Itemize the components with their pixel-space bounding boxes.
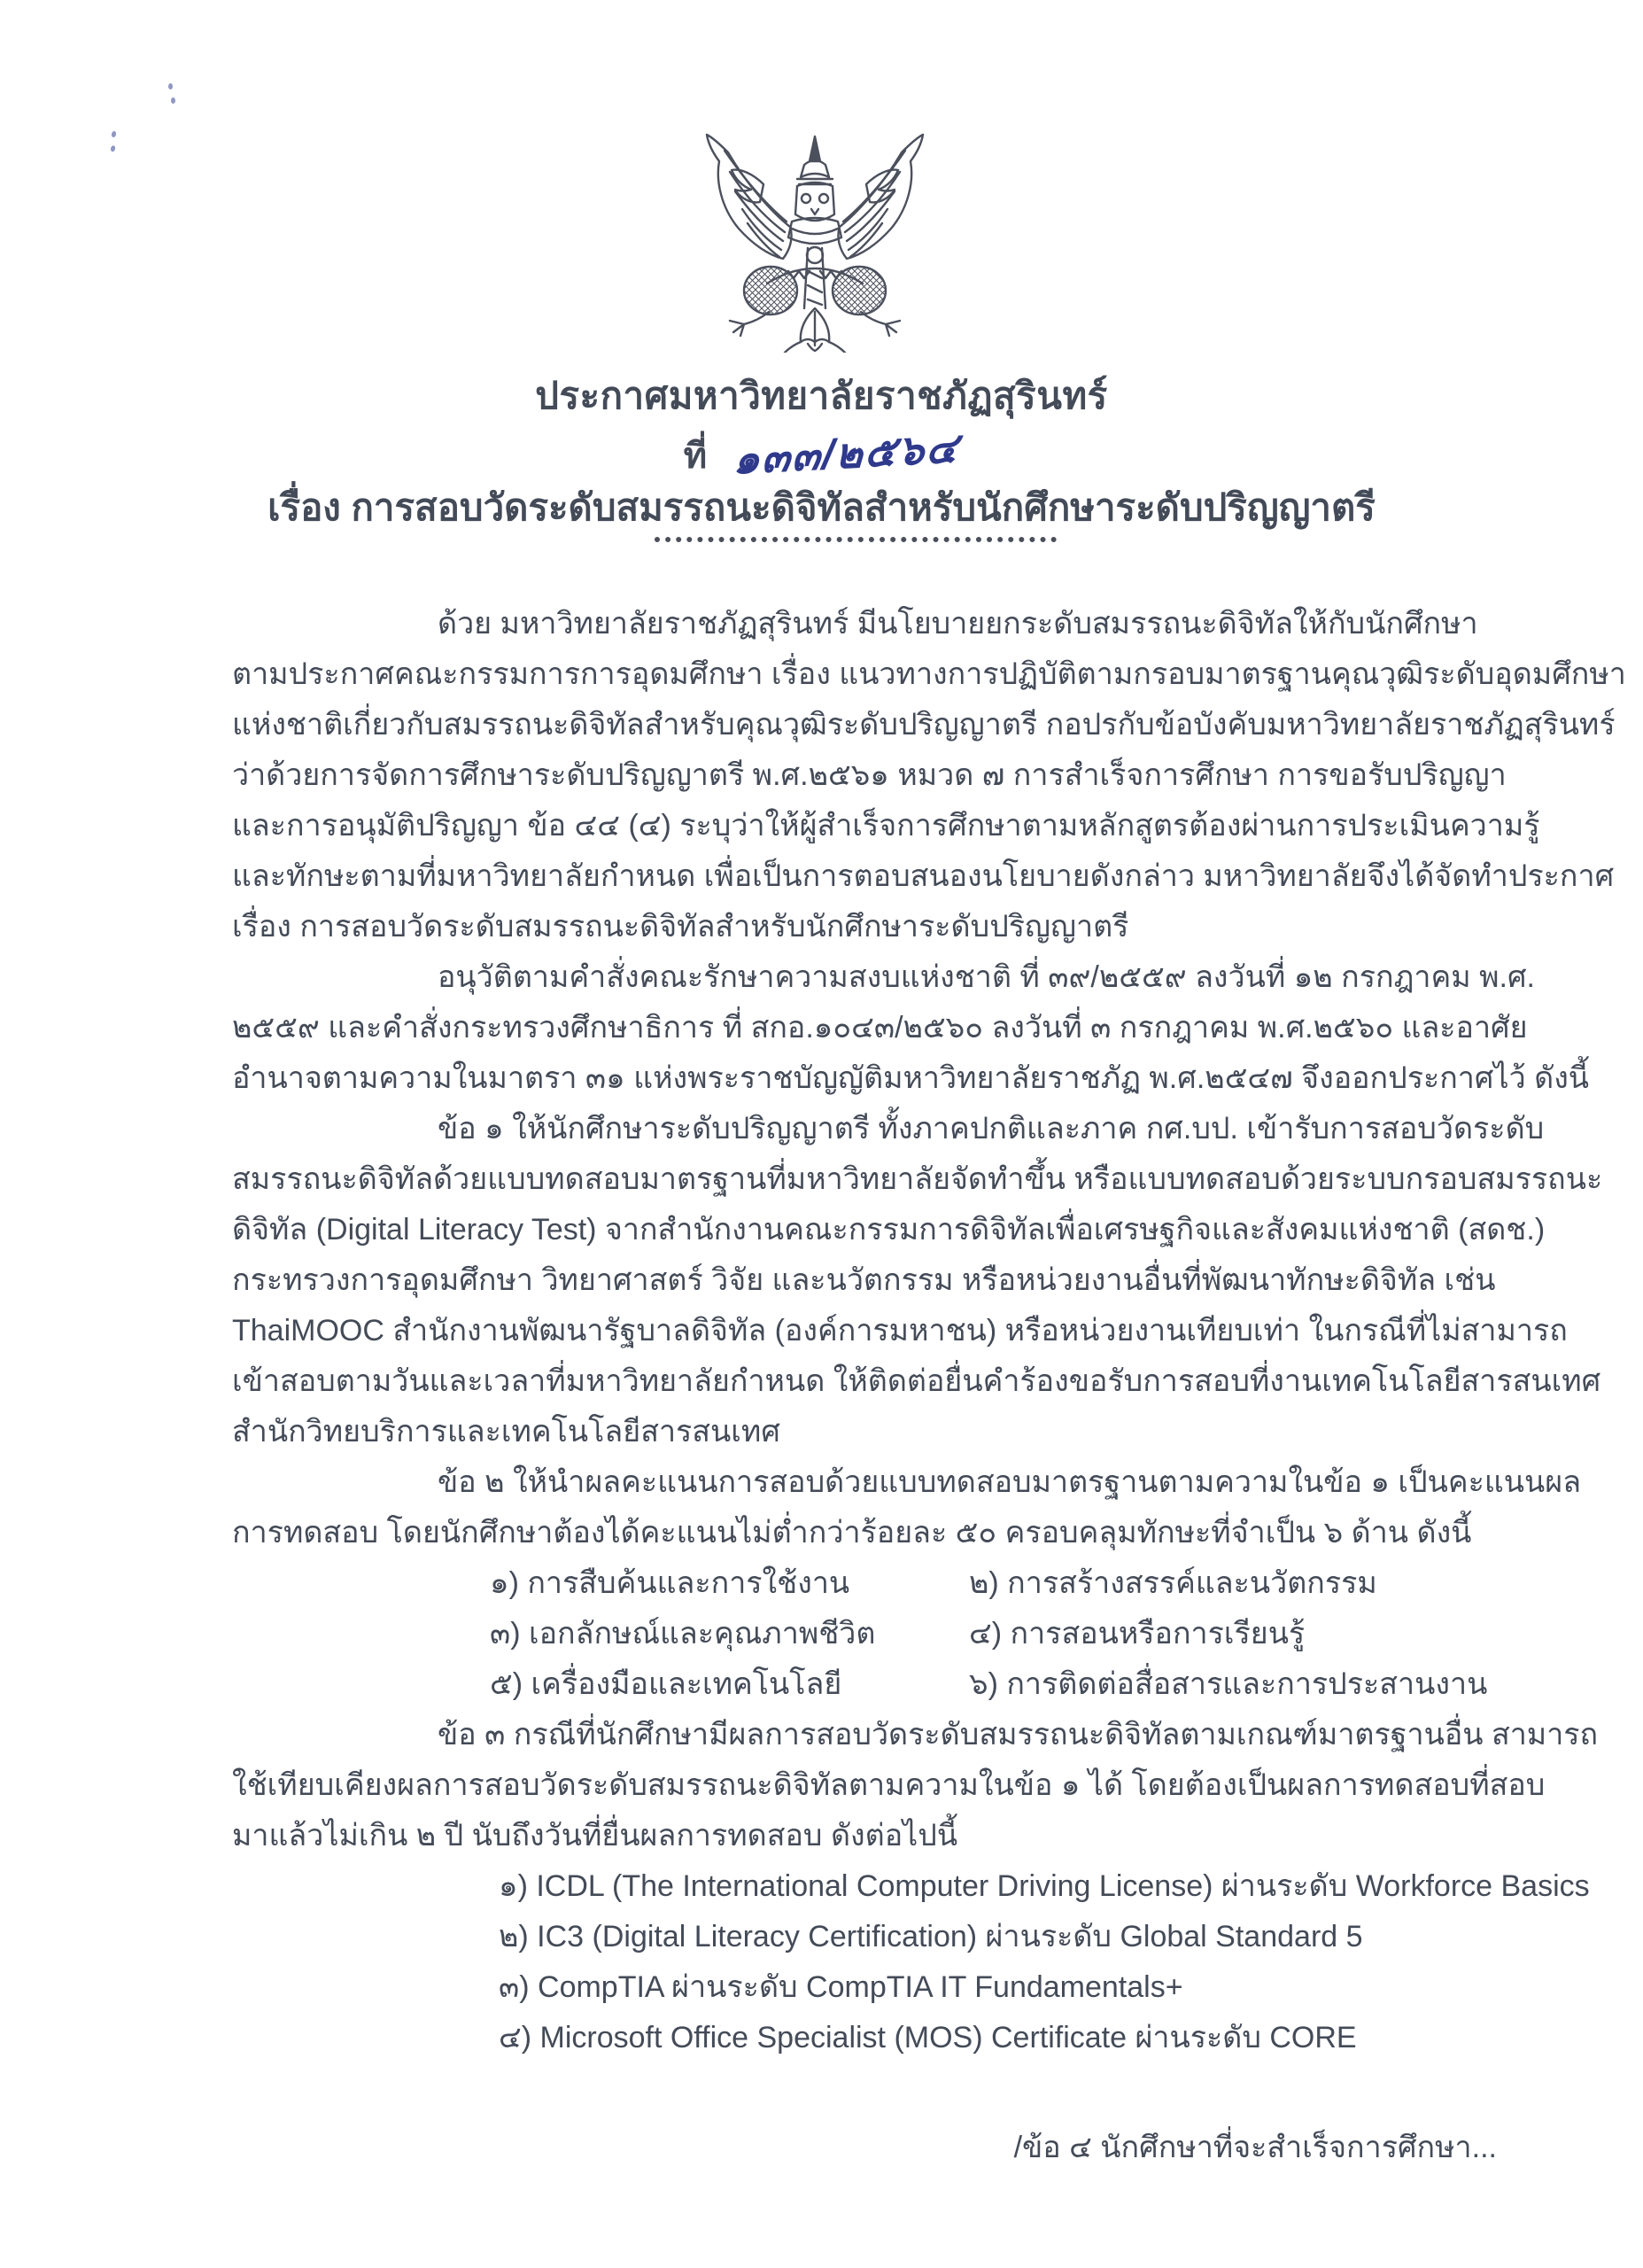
text-line: ข้อ ๑ ให้นักศึกษาระดับปริญญาตรี ทั้งภาคปกติและภาค กศ.บป. เข้ารับการสอบวัดระดับ bbox=[438, 1112, 1545, 1146]
doc-no-prefix: ที่ bbox=[683, 437, 708, 476]
text-line: สมรรถนะดิจิทัลด้วยแบบทดสอบมาตรฐานที่มหาวิทยาลัยจัดทำขึ้น หรือแบบทดสอบด้วยระบบกรอบสมรรถนะ bbox=[232, 1162, 1603, 1196]
text-line: อนุวัติตามคำสั่งคณะรักษาความสงบแห่งชาติ ที่ ๓๙/๒๕๕๙ ลงวันที่ ๑๒ กรกฎาคม พ.ศ. bbox=[438, 960, 1535, 994]
digital-skills-list bbox=[232, 1558, 1500, 1710]
doc-no-handwritten: ๑๓๓/๒๕๖๔ bbox=[732, 423, 961, 483]
document-body bbox=[232, 599, 1626, 2063]
authority-paragraph bbox=[232, 952, 1590, 1104]
text-line: และทักษะตามที่มหาวิทยาลัยกำหนด เพื่อเป็นการตอบสนองนโยบายดังกล่าว มหาวิทยาลัยจึงได้จัดทำประกาศ bbox=[232, 859, 1615, 893]
skills-row bbox=[232, 1659, 1500, 1710]
dotted-divider bbox=[655, 537, 1057, 542]
skill-item: ๕) เครื่องมือและเทคโนโลยี bbox=[490, 1667, 842, 1701]
text-line: ข้อ ๒ ให้นำผลคะแนนการสอบด้วยแบบทดสอบมาตรฐานตามความในข้อ ๑ เป็นคะแนนผล bbox=[438, 1465, 1582, 1499]
skills-row bbox=[232, 1609, 1500, 1659]
continuation-note: /ข้อ ๔ นักศึกษาที่จะสำเร็จการศึกษา... bbox=[1013, 2131, 1497, 2164]
text-line: มาแล้วไม่เกิน ๒ ปี นับถึงวันที่ยื่นผลการทดสอบ ดังต่อไปนี้ bbox=[232, 1819, 958, 1852]
certification-item: ๔) Microsoft Office Specialist (MOS) Certificate ผ่านระดับ CORE bbox=[499, 2021, 1357, 2054]
text-line: ๒๕๕๙ และคำสั่งกระทรวงศึกษาธิการ ที่ สกอ.๑๐๔๓/๒๕๖๐ ลงวันที่ ๓ กรกฎาคม พ.ศ.๒๕๖๐ และอาศัย bbox=[232, 1011, 1528, 1045]
text-line: แห่งชาติเกี่ยวกับสมรรถนะดิจิทัลสำหรับคุณวุฒิระดับปริญญาตรี กอปรกับข้อบังคับมหาวิทยาลัยราชภัฏสุรินทร์ bbox=[232, 708, 1616, 742]
subject-line: เรื่อง การสอบวัดระดับสมรรถนะดิจิทัลสำหรับนักศึกษาระดับปริญญาตรี bbox=[267, 486, 1376, 528]
text-line: ตามประกาศคณะกรรมการการอุดมศึกษา เรื่อง แนวทางการปฏิบัติตามกรอบมาตรฐานคุณวุฒิระดับอุดมศึกษา bbox=[232, 657, 1626, 691]
announcement-title: ประกาศมหาวิทยาลัยราชภัฏสุรินทร์ bbox=[535, 375, 1108, 416]
text-line: ด้วย มหาวิทยาลัยราชภัฏสุรินทร์ มีนโยบายยกระดับสมรรถนะดิจิทัลให้กับนักศึกษา bbox=[438, 607, 1478, 641]
clause-1-paragraph bbox=[232, 1104, 1603, 1457]
certification-list bbox=[232, 1861, 1590, 2063]
text-line: ThaiMOOC สำนักงานพัฒนารัฐบาลดิจิทัล (องค์การมหาชน) หรือหน่วยงานเทียบเท่า ในกรณีที่ไม่สามารถ bbox=[232, 1314, 1568, 1348]
text-line: อำนาจตามความในมาตรา ๓๑ แห่งพระราชบัญญัติมหาวิทยาลัยราชภัฏ พ.ศ.๒๕๔๗ จึงออกประกาศไว้ ดังนี้ bbox=[232, 1061, 1590, 1095]
text-line: การทดสอบ โดยนักศึกษาต้องได้คะแนนไม่ต่ำกว่าร้อยละ ๕๐ ครอบคลุมทักษะที่จำเป็น ๖ ด้าน ดังนี้ bbox=[232, 1516, 1472, 1550]
text-line: ใช้เทียบเคียงผลการสอบวัดระดับสมรรถนะดิจิทัลตามความในข้อ ๑ ได้ โดยต้องเป็นผลการทดสอบที่สอบ bbox=[232, 1768, 1546, 1802]
text-line: ว่าด้วยการจัดการศึกษาระดับปริญญาตรี พ.ศ.๒๕๖๑ หมวด ๗ การสำเร็จการศึกษา การขอรับปริญญา bbox=[232, 758, 1507, 792]
clause-2-paragraph bbox=[232, 1457, 1582, 1558]
skill-item: ๓) เอกลักษณ์และคุณภาพชีวิต bbox=[490, 1617, 876, 1651]
scan-speck bbox=[168, 83, 173, 89]
certification-item: ๒) IC3 (Digital Literacy Certification) ผ่านระดับ Global Standard 5 bbox=[499, 1920, 1363, 1953]
text-line: กระทรวงการอุดมศึกษา วิทยาศาสตร์ วิจัย และนวัตกรรม หรือหน่วยงานอื่นที่พัฒนาทักษะดิจิทัล เช่น bbox=[232, 1263, 1496, 1297]
text-line: เข้าสอบตามวันและเวลาที่มหาวิทยาลัยกำหนด ให้ติดต่อยื่นคำร้องขอรับการสอบที่งานเทคโนโลยีสารสนเทศ bbox=[232, 1364, 1601, 1398]
skill-item: ๔) การสอนหรือการเรียนรู้ bbox=[969, 1617, 1306, 1651]
clause-3-paragraph bbox=[232, 1710, 1599, 1861]
text-line: ข้อ ๓ กรณีที่นักศึกษามีผลการสอบวัดระดับสมรรถนะดิจิทัลตามเกณฑ์มาตรฐานอื่น สามารถ bbox=[438, 1718, 1599, 1751]
document-number-line bbox=[0, 420, 1643, 486]
certification-item: ๑) ICDL (The International Computer Driving License) ผ่านระดับ Workforce Basics bbox=[499, 1869, 1590, 1903]
skills-row bbox=[232, 1558, 1500, 1609]
certification-item: ๓) CompTIA ผ่านระดับ CompTIA IT Fundamentals+ bbox=[499, 1970, 1183, 2004]
text-line: เรื่อง การสอบวัดระดับสมรรถนะดิจิทัลสำหรับนักศึกษาระดับปริญญาตรี bbox=[232, 910, 1129, 944]
garuda-emblem-icon bbox=[700, 122, 930, 353]
skill-item: ๖) การติดต่อสื่อสารและการประสานงาน bbox=[969, 1667, 1488, 1701]
scan-speck bbox=[111, 130, 117, 137]
skill-item: ๑) การสืบค้นและการใช้งาน bbox=[490, 1566, 850, 1600]
text-line: และการอนุมัติปริญญา ข้อ ๔๔ (๔) ระบุว่าให้ผู้สำเร็จการศึกษาตามหลักสูตรต้องผ่านการประเมินความรู้ bbox=[232, 809, 1540, 843]
preamble-paragraph bbox=[232, 599, 1626, 952]
text-line: ดิจิทัล (Digital Literacy Test) จากสำนักงานคณะกรรมการดิจิทัลเพื่อเศรษฐกิจและสังคมแห่งชาติ (สดช.) bbox=[232, 1213, 1546, 1247]
text-line: สำนักวิทยบริการและเทคโนโลยีสารสนเทศ bbox=[232, 1415, 780, 1449]
skill-item: ๒) การสร้างสรรค์และนวัตกรรม bbox=[969, 1566, 1377, 1600]
